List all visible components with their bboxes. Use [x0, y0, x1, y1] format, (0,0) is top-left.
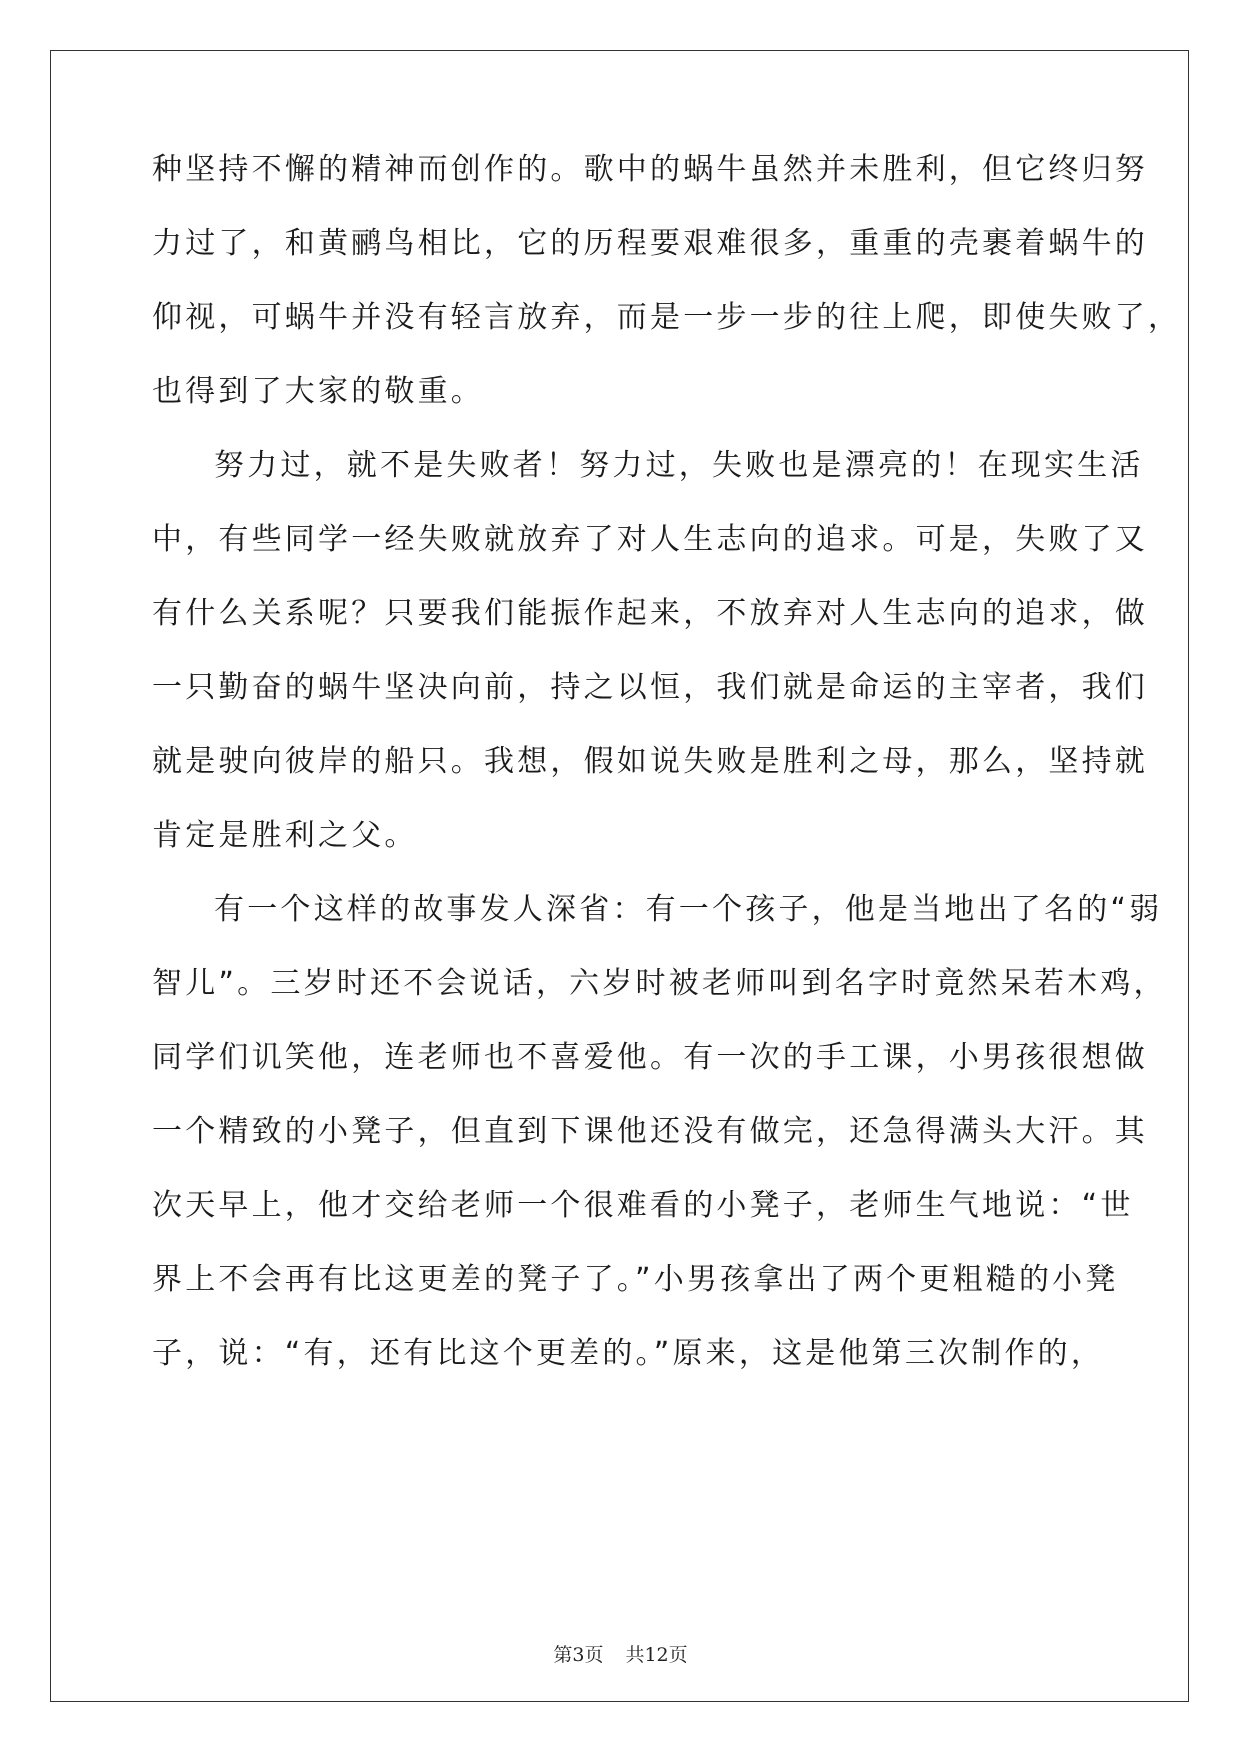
text-line: 子，说：“有，还有比这个更差的。”原来，这是他第三次制作的，	[152, 1336, 1105, 1371]
text-line: 次天早上，他才交给老师一个很难看的小凳子，老师生气地说：“世	[152, 1188, 1134, 1223]
text-line: 一个精致的小凳子，但直到下课他还没有做完，还急得满头大汗。其	[152, 1114, 1148, 1149]
text-line: 也得到了大家的敬重。	[152, 374, 484, 409]
text-line: 有什么关系呢？只要我们能振作起来，不放弃对人生志向的追求，做	[152, 596, 1148, 631]
text-line: 就是驶向彼岸的船只。我想，假如说失败是胜利之母，那么，坚持就	[152, 744, 1148, 779]
text-line: 智儿”。三岁时还不会说话，六岁时被老师叫到名字时竟然呆若木鸡，	[152, 966, 1167, 1001]
text-line: 中，有些同学一经失败就放弃了对人生志向的追求。可是，失败了又	[152, 522, 1148, 557]
page-number: 第3页	[553, 1644, 604, 1666]
text-line: 肯定是胜利之父。	[152, 818, 418, 853]
page-footer	[0, 1640, 1241, 1667]
text-line: 仰视，可蜗牛并没有轻言放弃，而是一步一步的往上爬，即使失败了，	[152, 300, 1182, 335]
text-line: 同学们讥笑他，连老师也不喜爱他。有一次的手工课，小男孩很想做	[152, 1040, 1148, 1075]
paragraph-first-line: 有一个这样的故事发人深省：有一个孩子，他是当地出了名的“弱	[214, 892, 1163, 927]
text-line: 界上不会再有比这更差的凳子了。”小男孩拿出了两个更粗糙的小凳	[152, 1262, 1119, 1297]
text-line: 种坚持不懈的精神而创作的。歌中的蜗牛虽然并未胜利，但它终归努	[152, 152, 1148, 187]
text-line: 一只勤奋的蜗牛坚决向前，持之以恒，我们就是命运的主宰者，我们	[152, 670, 1148, 705]
paragraph-first-line: 努力过，就不是失败者！努力过，失败也是漂亮的！在现实生活	[214, 448, 1144, 483]
text-line: 力过了，和黄鹂鸟相比，它的历程要艰难很多，重重的壳裹着蜗牛的	[152, 226, 1148, 261]
page-total: 共12页	[625, 1644, 688, 1666]
